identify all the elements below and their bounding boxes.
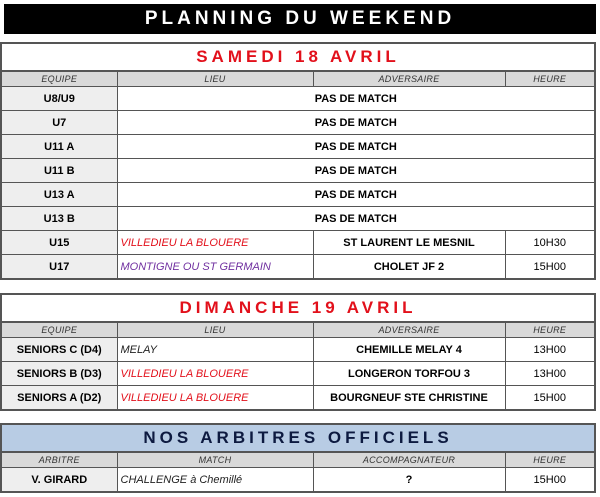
- sunday-section: [0, 293, 596, 411]
- team-cell: U13 B: [2, 207, 117, 231]
- table-row: [2, 468, 594, 492]
- referee-cell: V. GIRARD: [2, 468, 117, 492]
- venue-cell: VILLEDIEU LA BLOUERE: [117, 386, 313, 410]
- team-cell: U17: [2, 255, 117, 279]
- table-row: [2, 231, 594, 255]
- col-header-arbitre: ARBITRE: [2, 453, 117, 468]
- saturday-heading: SAMEDI 18 AVRIL: [2, 44, 594, 71]
- opponent-cell: CHOLET JF 2: [313, 255, 505, 279]
- opponent-cell: ST LAURENT LE MESNIL: [313, 231, 505, 255]
- venue-cell: VILLEDIEU LA BLOUERE: [117, 362, 313, 386]
- time-cell: 10H30: [505, 231, 594, 255]
- sunday-table: [2, 322, 594, 409]
- venue-cell: MONTIGNE OU ST GERMAIN: [117, 255, 313, 279]
- col-header-heure: HEURE: [505, 453, 594, 468]
- column-header-row: [2, 72, 594, 87]
- time-cell: 15H00: [505, 468, 594, 492]
- time-cell: 13H00: [505, 338, 594, 362]
- col-header-lieu: LIEU: [117, 323, 313, 338]
- col-header-accompagnateur: ACCOMPAGNATEUR: [313, 453, 505, 468]
- referees-heading: NOS ARBITRES OFFICIELS: [2, 425, 594, 452]
- referees-section: [0, 423, 596, 493]
- no-match-cell: PAS DE MATCH: [117, 207, 594, 231]
- team-cell: U13 A: [2, 183, 117, 207]
- col-header-heure: HEURE: [505, 323, 594, 338]
- time-cell: 13H00: [505, 362, 594, 386]
- column-header-row: [2, 453, 594, 468]
- team-cell: U7: [2, 111, 117, 135]
- no-match-cell: PAS DE MATCH: [117, 159, 594, 183]
- team-cell: U15: [2, 231, 117, 255]
- no-match-cell: PAS DE MATCH: [117, 183, 594, 207]
- companion-cell: ?: [313, 468, 505, 492]
- col-header-heure: HEURE: [505, 72, 594, 87]
- column-header-row: [2, 323, 594, 338]
- opponent-cell: CHEMILLE MELAY 4: [313, 338, 505, 362]
- col-header-equipe: EQUIPE: [2, 72, 117, 87]
- table-row: [2, 111, 594, 135]
- time-cell: 15H00: [505, 386, 594, 410]
- col-header-adversaire: ADVERSAIRE: [313, 323, 505, 338]
- venue-cell: MELAY: [117, 338, 313, 362]
- col-header-match: MATCH: [117, 453, 313, 468]
- table-row: [2, 183, 594, 207]
- no-match-cell: PAS DE MATCH: [117, 135, 594, 159]
- team-cell: U11 B: [2, 159, 117, 183]
- team-cell: SENIORS C (D4): [2, 338, 117, 362]
- team-cell: SENIORS B (D3): [2, 362, 117, 386]
- col-header-equipe: EQUIPE: [2, 323, 117, 338]
- match-cell: CHALLENGE à Chemillé: [117, 468, 313, 492]
- venue-cell: VILLEDIEU LA BLOUERE: [117, 231, 313, 255]
- team-cell: SENIORS A (D2): [2, 386, 117, 410]
- page-title: PLANNING DU WEEKEND: [4, 4, 596, 34]
- no-match-cell: PAS DE MATCH: [117, 87, 594, 111]
- referees-table: [2, 452, 594, 491]
- col-header-lieu: LIEU: [117, 72, 313, 87]
- team-cell: U11 A: [2, 135, 117, 159]
- opponent-cell: LONGERON TORFOU 3: [313, 362, 505, 386]
- table-row: [2, 207, 594, 231]
- table-row: [2, 338, 594, 362]
- time-cell: 15H00: [505, 255, 594, 279]
- table-row: [2, 159, 594, 183]
- saturday-section: [0, 42, 596, 280]
- no-match-cell: PAS DE MATCH: [117, 111, 594, 135]
- saturday-table: [2, 71, 594, 278]
- table-row: [2, 386, 594, 410]
- table-row: [2, 362, 594, 386]
- table-row: [2, 135, 594, 159]
- table-row: [2, 87, 594, 111]
- table-row: [2, 255, 594, 279]
- opponent-cell: BOURGNEUF STE CHRISTINE: [313, 386, 505, 410]
- team-cell: U8/U9: [2, 87, 117, 111]
- sunday-heading: DIMANCHE 19 AVRIL: [2, 295, 594, 322]
- col-header-adversaire: ADVERSAIRE: [313, 72, 505, 87]
